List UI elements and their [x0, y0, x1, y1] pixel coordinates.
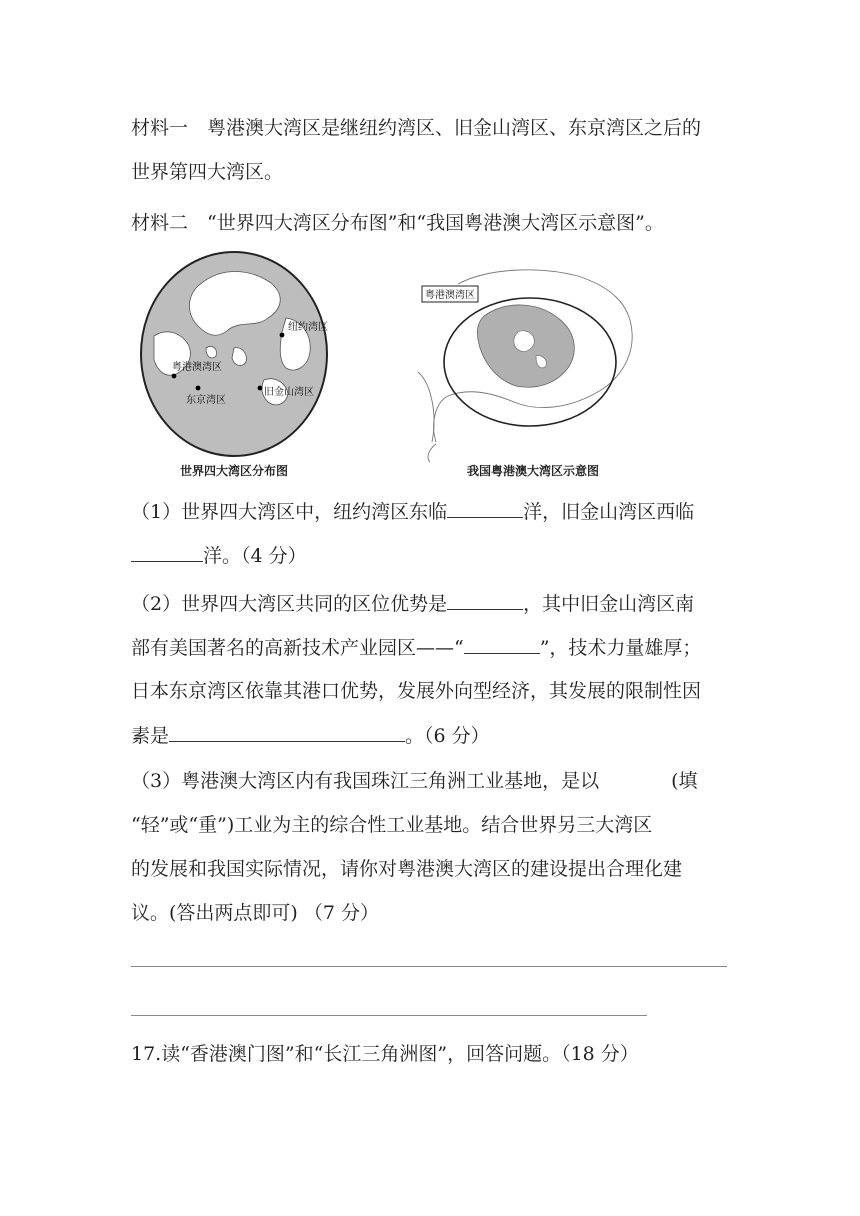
q2-blank-3[interactable] — [169, 723, 405, 742]
q1-line1: （1）世界四大湾区中，纽约湾区东临 洋，旧金山湾区西临 — [131, 501, 695, 523]
q3-line1: （3）粤港澳大湾区内有我国珠江三角洲工业基地，是以 (填 — [131, 770, 698, 792]
q3-line3: 的发展和我国实际情况，请你对粤港澳大湾区的建设提出合理化建 — [131, 858, 683, 880]
q2-line2: 部有美国著名的高新技术产业园区——“ ”，技术力量雄厚； — [131, 637, 702, 659]
material1-line2: 世界第四大湾区。 — [131, 161, 284, 183]
guangdong-bay-area-map — [418, 262, 648, 462]
q1-blank-2[interactable] — [131, 543, 203, 562]
q3-line4: 议。(答出两点即可) （7 分） — [131, 902, 379, 924]
q2-line3: 日本东京湾区依靠其港口优势，发展外向型经济，其发展的限制性因 — [131, 680, 702, 702]
material1-line1: 材料一 粤港澳大湾区是继纽约湾区、旧金山湾区、东京湾区之后的 — [131, 117, 702, 139]
label-tokyo-bay: 东京湾区 — [186, 395, 226, 406]
world-bay-areas-map — [136, 248, 332, 460]
answer-line-1[interactable] — [131, 966, 727, 967]
q2-blank-2[interactable] — [464, 635, 540, 654]
q2-line1: （2）世界四大湾区共同的区位优势是 ，其中旧金山湾区南 — [131, 593, 695, 615]
q2-blank-1[interactable] — [447, 591, 523, 610]
q17-line: 17.读“香港澳门图”和“长江三角洲图”，回答问题。（18 分） — [131, 1043, 639, 1065]
label-guangdong-bay-box: 粤港澳湾区 — [425, 290, 475, 301]
q3-line2: “轻”或“重”)工业为主的综合性工业基地。结合世界另三大湾区 — [131, 814, 653, 836]
q1-blank-1[interactable] — [447, 499, 523, 518]
material2-line1: 材料二 “世界四大湾区分布图”和“我国粤港澳大湾区示意图”。 — [131, 212, 664, 234]
answer-line-2[interactable] — [131, 1015, 647, 1016]
label-guangdong-bay: 粤港澳湾区 — [172, 362, 222, 373]
q1-line2: 洋。（4 分） — [131, 543, 307, 568]
q2-line4: 素是 。（6 分） — [131, 725, 490, 747]
world-map-caption: 世界四大湾区分布图 — [179, 464, 288, 478]
label-sanfrancisco-bay: 旧金山湾区 — [264, 387, 314, 398]
china-map-caption: 我国粤港澳大湾区示意图 — [466, 464, 599, 478]
label-newyork-bay: 纽约湾区 — [288, 322, 328, 333]
